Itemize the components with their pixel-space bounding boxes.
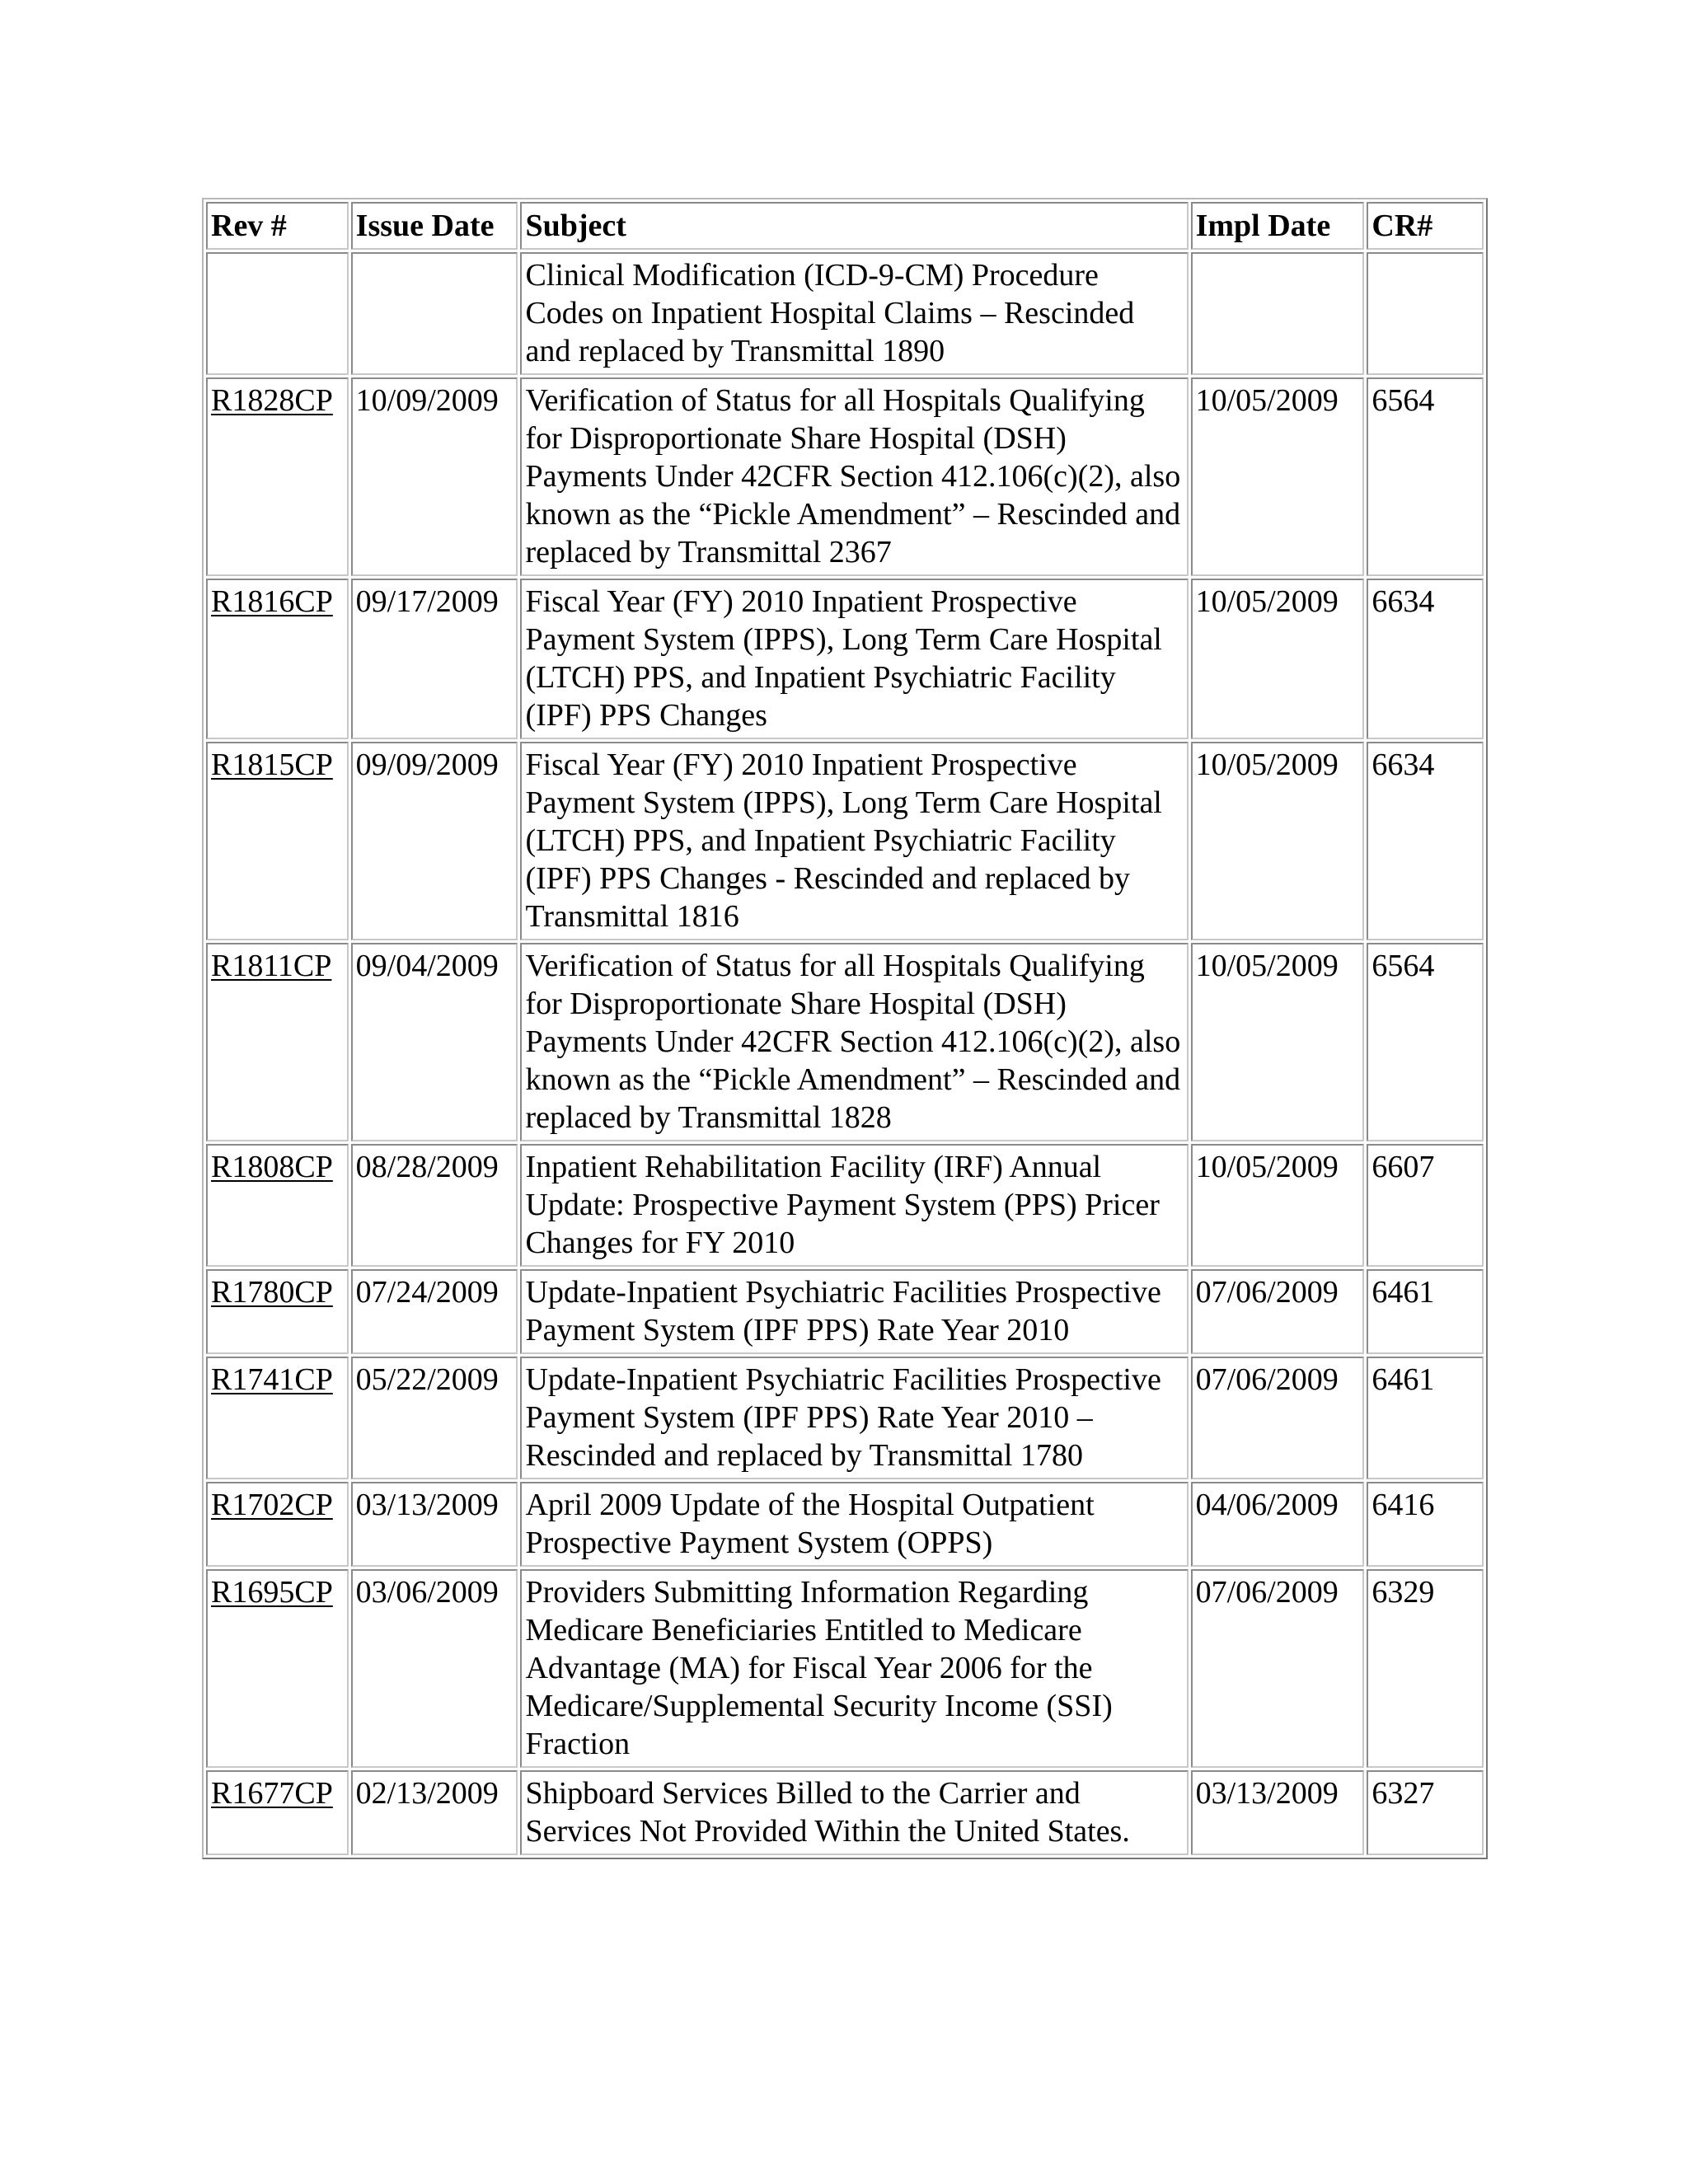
rev-link[interactable]: R1702CP — [211, 1488, 333, 1522]
rev-link[interactable]: R1816CP — [211, 584, 333, 619]
cr-cell: 6634 — [1367, 742, 1484, 940]
table-row — [206, 1569, 1484, 1768]
rev-cell — [206, 1269, 349, 1354]
subject-cell: Update-Inpatient Psychiatric Facilities Prospective Payment System (IPF PPS) Rate Year 2010 — [520, 1269, 1188, 1354]
issue-date-cell: 05/22/2009 — [351, 1357, 518, 1479]
impl-date-cell: 07/06/2009 — [1191, 1357, 1365, 1479]
rev-link[interactable]: R1811CP — [211, 949, 332, 983]
header-issue-date: Issue Date — [351, 202, 518, 250]
revision-table — [202, 198, 1488, 1859]
cr-cell: 6416 — [1367, 1482, 1484, 1567]
cr-cell — [1367, 252, 1484, 375]
table-row — [206, 943, 1484, 1141]
rev-link[interactable]: R1780CP — [211, 1275, 333, 1310]
issue-date-cell: 08/28/2009 — [351, 1144, 518, 1267]
header-impl-date: Impl Date — [1191, 202, 1365, 250]
subject-cell: Inpatient Rehabilitation Facility (IRF) Annual Update: Prospective Payment System (PPS) Pricer Changes for FY 2010 — [520, 1144, 1188, 1267]
table-row — [206, 1357, 1484, 1479]
issue-date-cell: 02/13/2009 — [351, 1770, 518, 1855]
issue-date-cell: 09/17/2009 — [351, 579, 518, 739]
rev-link[interactable]: R1677CP — [211, 1776, 333, 1811]
impl-date-cell: 10/05/2009 — [1191, 377, 1365, 576]
cr-cell: 6564 — [1367, 377, 1484, 576]
impl-date-cell: 10/05/2009 — [1191, 943, 1365, 1141]
table-row — [206, 1482, 1484, 1567]
impl-date-cell: 07/06/2009 — [1191, 1269, 1365, 1354]
rev-cell — [206, 1357, 349, 1479]
issue-date-cell: 09/09/2009 — [351, 742, 518, 940]
cr-cell: 6327 — [1367, 1770, 1484, 1855]
table-row — [206, 1144, 1484, 1267]
subject-cell: Update-Inpatient Psychiatric Facilities Prospective Payment System (IPF PPS) Rate Year 2010 – Rescinded and replaced by Transmittal 1780 — [520, 1357, 1188, 1479]
document-page — [202, 198, 1488, 1859]
subject-cell: Fiscal Year (FY) 2010 Inpatient Prospective Payment System (IPPS), Long Term Care Hospital (LTCH) PPS, and Inpatient Psychiatric Facility (IPF) PPS Changes - Rescinded and replaced by Transmittal 1816 — [520, 742, 1188, 940]
issue-date-cell: 03/13/2009 — [351, 1482, 518, 1567]
subject-cell: Shipboard Services Billed to the Carrier and Services Not Provided Within the United States. — [520, 1770, 1188, 1855]
impl-date-cell: 10/05/2009 — [1191, 1144, 1365, 1267]
subject-cell: Verification of Status for all Hospitals Qualifying for Disproportionate Share Hospital (DSH) Payments Under 42CFR Section 412.106(c)(2), also known as the “Pickle Amendment” – Rescinded and replaced by Transmittal 1828 — [520, 943, 1188, 1141]
table-row — [206, 1269, 1484, 1354]
cr-cell: 6607 — [1367, 1144, 1484, 1267]
subject-cell: Fiscal Year (FY) 2010 Inpatient Prospective Payment System (IPPS), Long Term Care Hospital (LTCH) PPS, and Inpatient Psychiatric Facility (IPF) PPS Changes — [520, 579, 1188, 739]
table-row — [206, 579, 1484, 739]
cr-cell: 6461 — [1367, 1357, 1484, 1479]
rev-link[interactable]: R1828CP — [211, 383, 333, 418]
header-subject: Subject — [520, 202, 1188, 250]
subject-cell: Clinical Modification (ICD-9-CM) Procedure Codes on Inpatient Hospital Claims – Rescinded and replaced by Transmittal 1890 — [520, 252, 1188, 375]
rev-cell — [206, 1569, 349, 1768]
issue-date-cell: 07/24/2009 — [351, 1269, 518, 1354]
subject-cell: April 2009 Update of the Hospital Outpatient Prospective Payment System (OPPS) — [520, 1482, 1188, 1567]
table-row — [206, 1770, 1484, 1855]
issue-date-cell — [351, 252, 518, 375]
impl-date-cell: 04/06/2009 — [1191, 1482, 1365, 1567]
issue-date-cell: 10/09/2009 — [351, 377, 518, 576]
header-rev: Rev # — [206, 202, 349, 250]
rev-link[interactable]: R1808CP — [211, 1150, 333, 1184]
subject-cell: Verification of Status for all Hospitals Qualifying for Disproportionate Share Hospital (DSH) Payments Under 42CFR Section 412.106(c)(2), also known as the “Pickle Amendment” – Rescinded and replaced by Transmittal 2367 — [520, 377, 1188, 576]
impl-date-cell: 10/05/2009 — [1191, 579, 1365, 739]
rev-cell — [206, 943, 349, 1141]
rev-cell — [206, 377, 349, 576]
header-cr: CR# — [1367, 202, 1484, 250]
rev-cell — [206, 1482, 349, 1567]
rev-link[interactable]: R1741CP — [211, 1362, 333, 1397]
cr-cell: 6634 — [1367, 579, 1484, 739]
impl-date-cell — [1191, 252, 1365, 375]
cr-cell: 6461 — [1367, 1269, 1484, 1354]
table-row — [206, 377, 1484, 576]
rev-cell — [206, 252, 349, 375]
rev-cell — [206, 579, 349, 739]
table-row — [206, 742, 1484, 940]
impl-date-cell: 03/13/2009 — [1191, 1770, 1365, 1855]
rev-link[interactable]: R1695CP — [211, 1575, 333, 1610]
subject-cell: Providers Submitting Information Regarding Medicare Beneficiaries Entitled to Medicare Advantage (MA) for Fiscal Year 2006 for the Medicare/Supplemental Security Income (SSI) Fraction — [520, 1569, 1188, 1768]
issue-date-cell: 03/06/2009 — [351, 1569, 518, 1768]
rev-cell — [206, 1770, 349, 1855]
rev-cell — [206, 742, 349, 940]
cr-cell: 6564 — [1367, 943, 1484, 1141]
impl-date-cell: 07/06/2009 — [1191, 1569, 1365, 1768]
cr-cell: 6329 — [1367, 1569, 1484, 1768]
rev-cell — [206, 1144, 349, 1267]
table-header-row — [206, 202, 1484, 250]
impl-date-cell: 10/05/2009 — [1191, 742, 1365, 940]
table-row — [206, 252, 1484, 375]
rev-link[interactable]: R1815CP — [211, 748, 333, 782]
issue-date-cell: 09/04/2009 — [351, 943, 518, 1141]
